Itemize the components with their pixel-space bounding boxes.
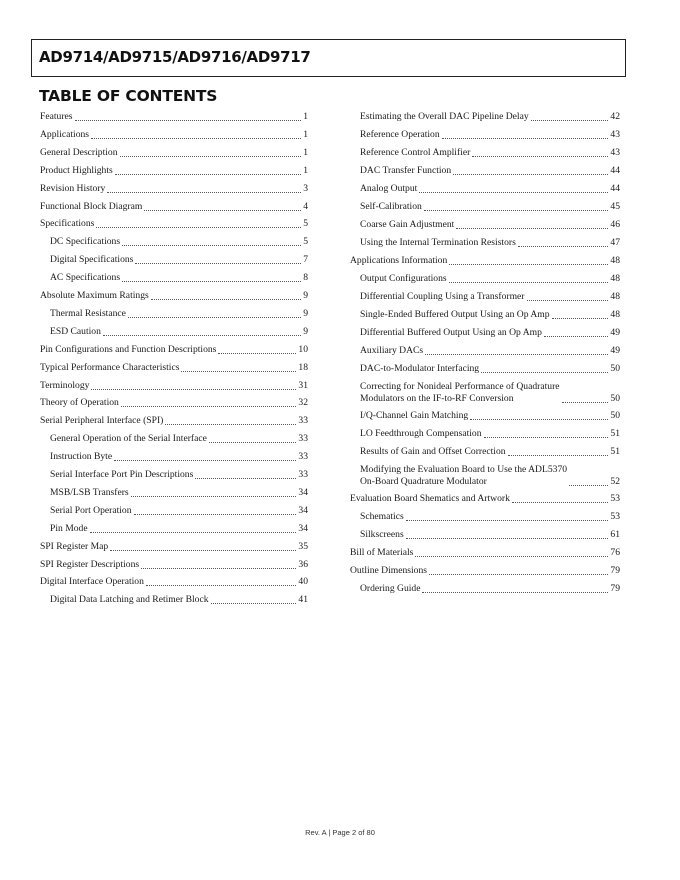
toc-entry-page-number: 45 (610, 201, 620, 212)
toc-entry-page-number: 34 (298, 522, 308, 534)
toc-entry[interactable] (360, 273, 620, 285)
toc-entry[interactable] (350, 547, 620, 559)
toc-entry-page-number: 53 (610, 492, 620, 504)
dot-leader (135, 263, 301, 264)
toc-entry[interactable] (350, 565, 620, 577)
toc-entry[interactable] (350, 493, 620, 505)
toc-entry-label: Bill of Materials (350, 546, 414, 558)
toc-entry-label: Outline Dimensions (350, 564, 428, 576)
toc-entry-label: Evaluation Board Shematics and Artwork (350, 492, 510, 504)
toc-entry-label: Digital Specifications (50, 254, 134, 266)
dot-leader (531, 120, 609, 121)
toc-entry-page-number: 53 (610, 510, 620, 522)
toc-entry[interactable] (40, 165, 308, 177)
dot-leader (406, 520, 609, 521)
toc-entry[interactable] (350, 255, 620, 267)
toc-entry-page-number: 52 (610, 475, 620, 487)
toc-entry-label: Differential Coupling Using a Transformer (360, 291, 525, 302)
toc-entry-label: Pin Mode (50, 522, 88, 534)
toc-entry[interactable] (360, 111, 620, 123)
toc-entry-page-number: 1 (303, 146, 308, 158)
toc-entry-label: Thermal Resistance (50, 307, 126, 319)
toc-entry-label: Pin Configurations and Function Descriptions (40, 343, 217, 355)
dot-leader (406, 538, 609, 539)
toc-entry[interactable] (360, 529, 620, 541)
dot-leader (481, 372, 608, 373)
toc-entry-label: Serial Peripheral Interface (SPI) (40, 415, 164, 427)
toc-entry-label: Features (40, 111, 73, 122)
dot-leader (569, 485, 608, 486)
dot-leader (518, 246, 609, 247)
toc-entry-label: DC Specifications (50, 236, 121, 248)
toc-entry-page-number: 50 (610, 393, 620, 404)
toc-entry-page-number: 5 (303, 218, 308, 230)
document-header (31, 39, 626, 77)
dot-leader (75, 120, 302, 121)
toc-entry[interactable] (360, 511, 620, 523)
toc-entry-page-number: 3 (303, 182, 308, 194)
toc-entry[interactable] (360, 237, 620, 249)
dot-leader (144, 210, 301, 211)
dot-leader (419, 192, 608, 193)
toc-entry[interactable] (360, 183, 620, 195)
dot-leader (165, 424, 296, 425)
toc-entry-page-number: 33 (298, 415, 308, 427)
toc-entry-page-number: 48 (610, 291, 620, 302)
dot-leader (195, 478, 296, 479)
toc-entry-page-number: 79 (610, 582, 620, 594)
toc-entry-label: DAC-to-Modulator Interfacing (360, 363, 480, 374)
toc-entry-label: I/Q-Channel Gain Matching (360, 409, 469, 421)
toc-entry-page-number: 7 (303, 254, 308, 266)
toc-entry[interactable] (40, 129, 308, 141)
toc-entry-page-number: 33 (298, 433, 308, 445)
toc-entry[interactable] (360, 410, 620, 422)
toc-entry-page-number: 33 (298, 451, 308, 463)
toc-entry[interactable] (40, 576, 308, 588)
toc-entry[interactable] (50, 451, 308, 463)
toc-entry[interactable] (50, 254, 308, 266)
toc-entry-label: Typical Performance Characteristics (40, 361, 180, 373)
toc-entry-label: Differential Buffered Output Using an Op Amp (360, 327, 542, 338)
dot-leader (146, 585, 297, 586)
toc-entry[interactable] (50, 523, 308, 535)
toc-entry-label-continued: On-Board Quadrature Modulator (360, 475, 487, 487)
toc-entry[interactable] (360, 446, 620, 458)
toc-entry-label: Serial Port Operation (50, 504, 132, 516)
toc-entry-page-number: 31 (298, 379, 308, 391)
toc-entry[interactable] (40, 380, 308, 392)
toc-entry-label: MSB/LSB Transfers (50, 486, 129, 498)
toc-entry[interactable] (40, 183, 308, 195)
dot-leader (134, 514, 297, 515)
toc-entry[interactable] (50, 469, 308, 481)
toc-entry[interactable] (50, 433, 308, 445)
toc-entry-page-number: 46 (610, 219, 620, 230)
dot-leader (449, 264, 608, 265)
toc-entry-page-number: 4 (303, 200, 308, 212)
dot-leader (527, 300, 609, 301)
toc-entry-page-number: 48 (610, 309, 620, 320)
toc-entry[interactable] (360, 428, 620, 440)
toc-entry-page-number: 61 (610, 528, 620, 540)
dot-leader (425, 354, 608, 355)
toc-entry[interactable] (40, 111, 308, 123)
dot-leader (209, 442, 297, 443)
toc-entry[interactable] (360, 363, 620, 375)
toc-entry-page-number: 40 (298, 576, 308, 588)
toc-entry-page-number: 5 (303, 236, 308, 248)
toc-entry-label: Applications (40, 128, 90, 140)
toc-entry-page-number: 48 (610, 255, 620, 266)
toc-entry-page-number: 1 (303, 128, 308, 140)
toc-entry-label: LO Feedthrough Compensation (360, 427, 482, 439)
toc-entry[interactable] (40, 415, 308, 427)
toc-entry-page-number: 49 (610, 327, 620, 338)
toc-entry-page-number: 43 (610, 129, 620, 140)
toc-entry-page-number: 9 (303, 290, 308, 301)
dot-leader (453, 174, 608, 175)
toc-entry-page-number: 33 (298, 469, 308, 480)
dot-leader (181, 371, 296, 372)
toc-entry-label: Modifying the Evaluation Board to Use the ADL5370 (360, 463, 568, 475)
toc-entry-page-number: 1 (303, 164, 308, 176)
toc-entry-label: Serial Interface Port Pin Descriptions (50, 469, 194, 480)
toc-entry-label: Analog Output (360, 183, 418, 194)
toc-entry-label: Self-Calibration (360, 201, 422, 212)
toc-entry-page-number: 47 (610, 237, 620, 248)
toc-entry[interactable] (360, 165, 620, 177)
dot-leader (96, 227, 301, 228)
dot-leader (544, 336, 609, 337)
toc-entry-label: Digital Data Latching and Retimer Block (50, 594, 209, 606)
dot-leader (107, 192, 301, 193)
toc-entry-page-number: 44 (610, 165, 620, 176)
toc-entry[interactable] (40, 362, 308, 374)
toc-entry-page-number: 51 (610, 427, 620, 439)
toc-entry-label: AC Specifications (50, 272, 121, 284)
toc-entry[interactable] (40, 201, 308, 213)
toc-entry-label: Absolute Maximum Ratings (40, 290, 149, 301)
toc-entry-page-number: 1 (303, 111, 308, 122)
toc-entry-page-number: 44 (610, 183, 620, 194)
toc-entry-label: Theory of Operation (40, 397, 119, 409)
toc-entry-page-number: 34 (298, 504, 308, 516)
dot-leader (91, 389, 296, 390)
toc-heading: TABLE OF CONTENTS (39, 87, 218, 105)
toc-entry-label: Results of Gain and Offset Correction (360, 445, 506, 457)
dot-leader (449, 282, 609, 283)
toc-entry-label: Instruction Byte (50, 451, 113, 463)
toc-entry-page-number: 41 (298, 594, 308, 606)
toc-entry-page-number: 79 (610, 564, 620, 576)
toc-entry-label: ESD Caution (50, 325, 101, 337)
toc-entry-page-number: 18 (298, 361, 308, 373)
dot-leader (141, 568, 296, 569)
toc-entry-label: General Description (40, 146, 118, 158)
dot-leader (456, 228, 608, 229)
dot-leader (472, 156, 608, 157)
toc-entry-page-number: 42 (610, 111, 620, 122)
toc-entry[interactable] (360, 129, 620, 141)
toc-entry-label: Specifications (40, 218, 95, 230)
dot-leader (429, 574, 608, 575)
toc-entry[interactable] (50, 487, 308, 499)
toc-entry-page-number: 51 (610, 445, 620, 457)
document-title: AD9714/AD9715/AD9716/AD9717 (39, 48, 311, 66)
toc-entry-label: Auxiliary DACs (360, 345, 424, 356)
dot-leader (552, 318, 609, 319)
toc-entry-label: Output Configurations (360, 273, 447, 284)
toc-entry[interactable] (40, 290, 308, 302)
dot-leader (218, 353, 296, 354)
toc-entry-page-number: 34 (298, 486, 308, 498)
toc-entry-label: Reference Control Amplifier (360, 147, 471, 158)
toc-entry[interactable] (360, 309, 620, 321)
toc-entry-label: Product Highlights (40, 164, 113, 176)
toc-entry-page-number: 50 (610, 409, 620, 421)
toc-entry-page-number: 10 (298, 343, 308, 355)
toc-entry-label: Applications Information (350, 255, 448, 266)
dot-leader (122, 281, 301, 282)
dot-leader (91, 138, 301, 139)
toc-entry-page-number: 76 (610, 546, 620, 558)
toc-entry-page-number: 9 (303, 307, 308, 319)
toc-entry-page-number: 8 (303, 272, 308, 284)
dot-leader (90, 532, 297, 533)
toc-entry-label: Single-Ended Buffered Output Using an Op Amp (360, 309, 550, 320)
toc-entry-page-number: 35 (298, 540, 308, 552)
toc-entry[interactable] (40, 559, 308, 571)
dot-leader (131, 496, 297, 497)
toc-entry[interactable] (360, 583, 620, 595)
dot-leader (151, 299, 301, 300)
toc-entry-page-number: 50 (610, 363, 620, 374)
toc-entry[interactable] (50, 272, 308, 284)
dot-leader (120, 156, 302, 157)
dot-leader (508, 455, 609, 456)
toc-entry-label: SPI Register Map (40, 540, 109, 552)
toc-entry[interactable] (360, 147, 620, 159)
toc-entry[interactable] (360, 345, 620, 357)
toc-entry[interactable] (50, 594, 308, 606)
toc-entry-page-number: 43 (610, 147, 620, 158)
toc-entry[interactable] (40, 344, 308, 356)
toc-entry-label: General Operation of the Serial Interface (50, 433, 207, 445)
toc-entry-label-continued: Modulators on the IF-to-RF Conversion (360, 393, 514, 404)
toc-entry-label: Coarse Gain Adjustment (360, 219, 455, 230)
toc-entry[interactable] (360, 327, 620, 339)
dot-leader (128, 317, 301, 318)
toc-entry-label: Reference Operation (360, 129, 440, 140)
dot-leader (115, 174, 301, 175)
dot-leader (211, 603, 297, 604)
dot-leader (122, 245, 301, 246)
toc-entry-label: Correcting for Nonideal Performance of Quadrature (360, 381, 560, 392)
toc-entry-label: Functional Block Diagram (40, 200, 143, 212)
dot-leader (114, 460, 296, 461)
toc-entry[interactable] (40, 541, 308, 553)
toc-entry-label: Ordering Guide (360, 582, 421, 594)
toc-entry-page-number: 32 (298, 397, 308, 409)
toc-entry[interactable] (50, 505, 308, 517)
toc-entry[interactable] (360, 201, 620, 213)
dot-leader (484, 437, 609, 438)
toc-entry[interactable] (50, 236, 308, 248)
toc-entry-label: Revision History (40, 182, 106, 194)
toc-entry[interactable] (360, 464, 620, 488)
dot-leader (424, 210, 609, 211)
toc-entry[interactable] (360, 381, 620, 405)
toc-entry[interactable] (40, 147, 308, 159)
toc-entry-label: Using the Internal Termination Resistors (360, 237, 516, 248)
dot-leader (562, 402, 609, 403)
toc-entry-page-number: 36 (298, 558, 308, 570)
dot-leader (512, 502, 609, 503)
toc-entry-label: Estimating the Overall DAC Pipeline Delay (360, 111, 529, 122)
dot-leader (422, 592, 608, 593)
toc-entry-label: Schematics (360, 510, 404, 522)
toc-entry[interactable] (360, 219, 620, 231)
toc-entry[interactable] (50, 326, 308, 338)
toc-entry-page-number: 49 (610, 345, 620, 356)
toc-entry[interactable] (360, 291, 620, 303)
toc-entry-label: Digital Interface Operation (40, 576, 144, 588)
page-footer: Rev. A | Page 2 of 80 (305, 828, 375, 837)
dot-leader (415, 556, 608, 557)
toc-entry[interactable] (50, 308, 308, 320)
dot-leader (110, 550, 296, 551)
toc-entry-label: Terminology (40, 379, 90, 391)
toc-entry-label: DAC Transfer Function (360, 165, 452, 176)
dot-leader (470, 419, 608, 420)
dot-leader (121, 406, 297, 407)
toc-entry-label: SPI Register Descriptions (40, 558, 140, 570)
toc-entry-page-number: 9 (303, 325, 308, 337)
toc-entry-label: Silkscreens (360, 528, 404, 540)
toc-entry[interactable] (40, 218, 308, 230)
dot-leader (103, 335, 301, 336)
toc-entry-page-number: 48 (610, 273, 620, 284)
toc-entry[interactable] (40, 397, 308, 409)
dot-leader (442, 138, 609, 139)
